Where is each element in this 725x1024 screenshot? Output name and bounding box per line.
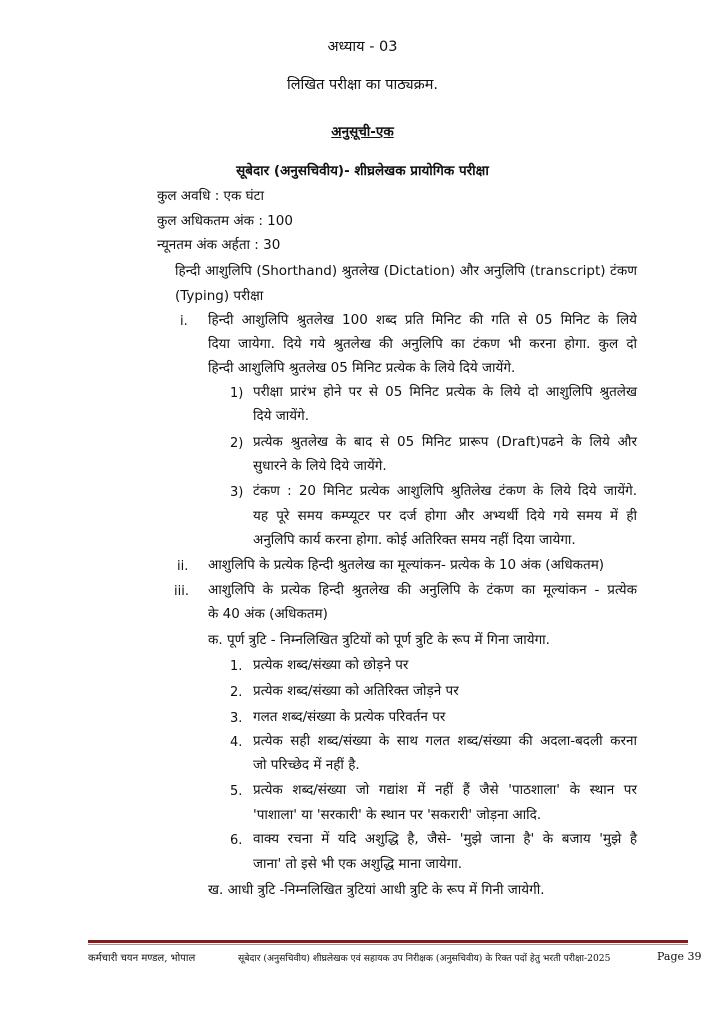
error-item-line: वाक्य रचना में यदि अशुद्धि है, जैसे- 'मुझे जाना है' के बजाय 'मुझे है [253, 831, 637, 847]
error-item-line: प्रत्येक शब्द/संख्या को छोड़ने पर [253, 657, 409, 673]
error-item-marker: 4. [230, 735, 243, 750]
item-marker: ii. [177, 559, 189, 574]
sub-item-marker: 1) [230, 386, 244, 401]
meta-duration: कुल अवधि : एक घंटा [157, 188, 264, 204]
page-subtitle: लिखित परीक्षा का पाठ्यक्रम. [286, 77, 439, 93]
item-marker: iii. [174, 584, 189, 599]
intro-line: हिन्दी आशुलिपि (Shorthand) श्रुतलेख (Dictation) और अनुलिपि (transcript) टंकण [175, 263, 637, 279]
footer-divider-thin [88, 944, 688, 945]
sub-item-line: यह पूरे समय कम्प्यूटर पर दर्ज होगा और अभ्यर्थी दिये गये समय में ही [253, 508, 637, 524]
sub-item-line: सुधारने के लिये दिये जायेंगे. [253, 458, 387, 474]
item-line: हिन्दी आशुलिपि श्रुतलेख 100 शब्द प्रति मिनिट की गति से 05 मिनिट के लिये [208, 312, 637, 328]
item-line: आशुलिपि के प्रत्येक हिन्दी श्रुतलेख का मूल्यांकन- प्रत्येक के 10 अंक (अधिकतम) [208, 557, 605, 573]
item-line: दिया जायेगा. दिये गये श्रुतलेख की अनुलिपि का टंकण भी करना होगा. कुल दो [208, 336, 637, 352]
sub-item-line: परीक्षा प्रारंभ होने पर से 05 मिनिट प्रत्येक के लिये दो आशुलिपि श्रुतलेख [253, 384, 637, 400]
meta-max-marks: कुल अधिकतम अंक : 100 [157, 213, 293, 229]
meta-min-marks: न्यूनतम अंक अर्हता : 30 [157, 237, 281, 253]
item-line: के 40 अंक (अधिकतम) [208, 606, 328, 622]
error-item-line: जाना' तो इसे भी एक अशुद्धि माना जायेगा. [253, 856, 463, 872]
footer-exam-name: सूबेदार (अनुसचिवीय) शीघ्रलेखक एवं सहायक उप निरीक्षक (अनुसचिवीय) के रिक्त पदों हेतु भरती परीक्षा-2025 [238, 953, 611, 964]
error-item-line: जो परिच्छेद में नहीं है. [253, 757, 360, 773]
error-item-line: प्रत्येक शब्द/संख्या जो गद्यांश में नहीं हैं जैसे 'पाठशाला' के स्थान पर [253, 782, 637, 798]
intro-line: (Typing) परीक्षा [175, 288, 264, 304]
sub-item-marker: 3) [230, 485, 244, 500]
schedule-heading: अनुसूची-एक [331, 124, 394, 140]
sub-item-marker: 2) [230, 436, 244, 451]
footer-divider [88, 940, 688, 943]
sub-item-line: टंकण : 20 मिनिट प्रत्येक आशुलिपि श्रुतिलेख टंकण के लिये दिये जायेंगे. [253, 483, 637, 499]
full-error-heading: क. पूर्ण त्रुटि - निम्नलिखित त्रुटियों को पूर्ण त्रुटि के रूप में गिना जायेगा. [208, 632, 550, 648]
error-item-marker: 2. [230, 685, 243, 700]
chapter-heading: अध्याय - 03 [327, 39, 398, 55]
sub-item-line: अनुलिपि कार्य करना होगा. कोई अतिरिक्त समय नहीं दिया जायेगा. [253, 532, 576, 548]
error-item-line: प्रत्येक शब्द/संख्या को अतिरिक्त जोड़ने पर [253, 683, 459, 699]
page-number: Page 39 [657, 950, 702, 963]
error-item-marker: 6. [230, 833, 243, 848]
error-item-line: प्रत्येक सही शब्द/संख्या के साथ गलत शब्द/संख्या की अदला-बदली करना [253, 733, 637, 749]
error-item-marker: 5. [230, 784, 243, 799]
exam-title: सूबेदार (अनुसचिवीय)- शीघ्रलेखक प्रायोगिक परीक्षा [236, 163, 489, 179]
error-item-line: गलत शब्द/संख्या के प्रत्येक परिवर्तन पर [253, 709, 446, 725]
error-item-marker: 3. [230, 711, 243, 726]
sub-item-line: प्रत्येक श्रुतलेख के बाद से 05 मिनिट प्रारूप (Draft)पढने के लिये और [253, 434, 637, 450]
half-error-heading: ख. आधी त्रुटि -निम्नलिखित त्रुटियां आधी त्रुटि के रूप में गिनी जायेगी. [208, 882, 545, 898]
error-item-line: 'पाशाला' या 'सरकारी' के स्थान पर 'सकरारी' जोड़ना आदि. [253, 807, 542, 823]
error-item-marker: 1. [230, 659, 243, 674]
item-marker: i. [180, 314, 188, 329]
item-line: हिन्दी आशुलिपि श्रुतलेख 05 मिनिट प्रत्येक के लिये दिये जायेंगे. [208, 360, 516, 376]
item-line: आशुलिपि के प्रत्येक हिन्दी श्रुतलेख की अनुलिपि के टंकण का मूल्यांकन - प्रत्येक [208, 582, 637, 598]
sub-item-line: दिये जायेंगे. [253, 408, 310, 424]
footer-org: कर्मचारी चयन मण्डल, भोपाल [88, 953, 196, 964]
